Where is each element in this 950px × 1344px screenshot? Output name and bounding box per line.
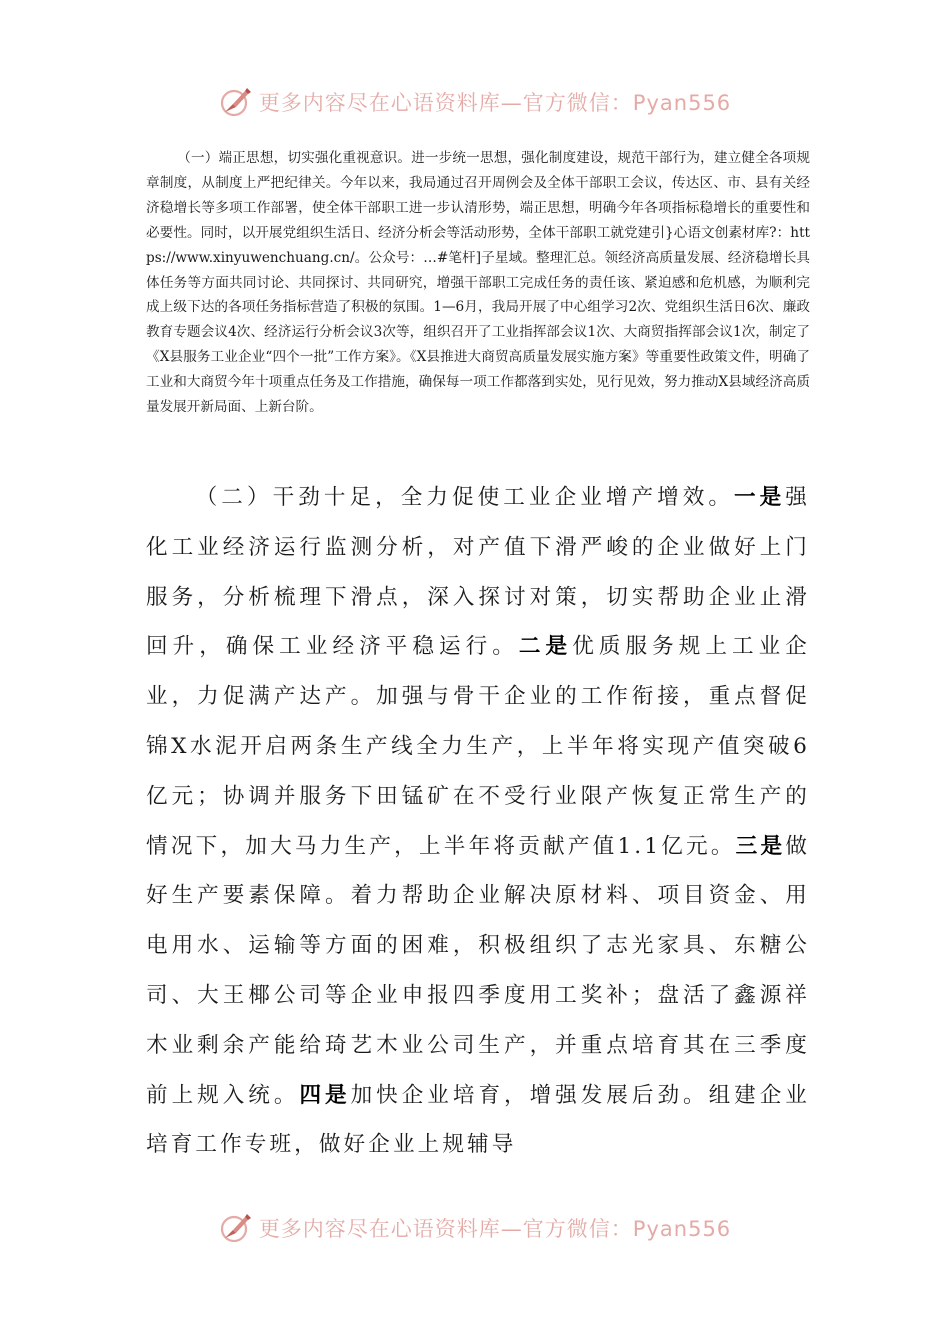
paragraph-2 <box>146 473 810 1170</box>
bold-marker-3: 三是 <box>735 833 786 859</box>
watermark-text: 更多内容尽在心语资料库—官方微信：Pyan556 <box>258 1217 732 1241</box>
paragraph-2-text: 做好生产要素保障。着力帮助企业解决原材料、项目资金、用电用水、运输等方面的困难，积极组织了志光家具、东糖公司、大王椰公司等企业申报四季度用工奖补；盘活了鑫源祥木业剩余产能给琦艺木业公司生产，并重点培育其在三季度前上规入统。 <box>146 833 811 1108</box>
paragraph-2-text: 强化工业经济运行监测分析，对产值下滑严峻的企业做好上门服务，分析梳理下滑点，深入探讨对策，切实帮助企业止滑回升，确保工业经济平稳运行。 <box>146 485 810 660</box>
watermark-header <box>0 82 950 122</box>
paragraph-1: （一）端正思想，切实强化重视意识。进一步统一思想，强化制度建设，规范干部行为，建立健全各项规章制度，从制度上严把纪律关。今年以来，我局通过召开周例会及全体干部职工会议，传达区、市、县有关经济稳增长等多项工作部署，使全体干部职工进一步认清形势，端正思想，明确今年各项指标稳增长的重要性和必要性。同时，以开展党组织生活日、经济分析会等活动形势，全体干部职工就党建引}心语文创素材库?：https://www.xinyuwenchuang.cn/。公众号：…#笔杆]子星域。整理汇总。领经济高质量发展、经济稳增长具体任务等方面共同讨论、共同探讨、共同研究，增强干部职工完成任务的责任该、紧迫感和危机感，为顺利完成上级下达的各项任务指标营造了积极的氛围。1—6月，我局开展了中心组学习2次、党组织生活日6次、廉政教育专题会议4次、经济运行分析会议3次等，组织召开了工业指挥部会议1次、大商贸指挥部会议1次，制定了《X县服务工业企业“四个一批”工作方案》。《X县推进大商贸高质量发展实施方案》等重要性政策文件，明确了工业和大商贸今年十项重点任务及工作措施，确保每一项工作都落到实处，见行见效，努力推动X县域经济高质量发展开新局面、上新台阶。 <box>146 150 810 416</box>
watermark-footer <box>0 1208 950 1248</box>
pen-logo-icon <box>219 1211 253 1245</box>
watermark-text: 更多内容尽在心语资料库—官方微信：Pyan556 <box>258 91 732 115</box>
paragraph-2-text: 加快企业培育，增强发展后劲。组建企业培育工作专班，做好企业上规辅导 <box>146 1082 810 1158</box>
paragraph-2-text: （二）干劲十足，全力促使工业企业增产增效。 <box>195 485 735 510</box>
bold-marker-1: 一是 <box>734 485 786 510</box>
bold-marker-4: 四是 <box>299 1082 351 1108</box>
pen-logo-icon <box>219 85 253 119</box>
paragraph-2-text: 优质服务规上工业企业，力促满产达产。加强与骨干企业的工作衔接，重点督促锦X水泥开启两条生产线全力生产，上半年将实现产值突破6亿元；协调并服务下田锰矿在不受行业限产恢复正常生产的情况下，加大马力生产，上半年将贡献产值1.1亿元。 <box>146 634 810 859</box>
bold-marker-2: 二是 <box>518 634 573 660</box>
